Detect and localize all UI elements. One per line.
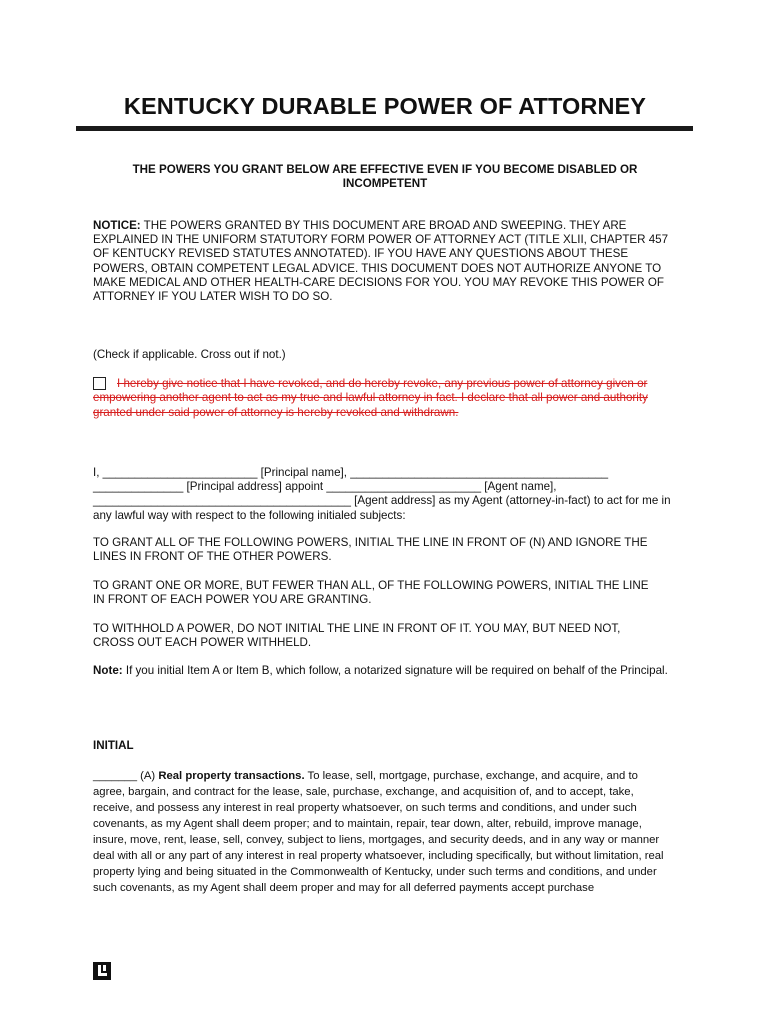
effective-banner: THE POWERS YOU GRANT BELOW ARE EFFECTIVE EVEN IF YOU BECOME DISABLED OR INCOMPETENT xyxy=(132,163,638,190)
item-a-paragraph xyxy=(93,768,668,896)
notice-label: NOTICE: xyxy=(93,219,141,232)
note-label: Note: xyxy=(93,664,123,677)
grant-all-instruction: TO GRANT ALL OF THE FOLLOWING POWERS, INITIAL THE LINE IN FRONT OF (N) AND IGNORE THE LINES IN FRONT OF THE OTHER POWERS. xyxy=(93,536,648,564)
revocation-text: I hereby give notice that I have revoked, and do hereby revoke, any previous power of attorney given or empowering another agent to act as my true and lawful attorney in fact. I declare that all power and authority granted under said power of attorney is hereby revoked and withdrawn. xyxy=(93,377,648,419)
notice-paragraph xyxy=(93,219,673,304)
initial-heading: INITIAL xyxy=(93,739,134,752)
legal-templates-logo-icon xyxy=(93,962,111,980)
note-paragraph xyxy=(93,664,668,678)
item-a-initial-line: _______ (A) xyxy=(93,770,159,782)
item-a-title: Real property transactions. xyxy=(158,770,305,782)
appointment-paragraph: I, ________________________ [Principal name], ________________________________________ ______________ [Principal address] appoint ________________________ [Agent name], ________________________________________ [Agent address] as my Agent (attorney-in-fact) to act for me in any lawful way with respect to the following initialed subjects: xyxy=(93,466,671,522)
item-a-text: To lease, sell, mortgage, purchase, exchange, and acquire, and to agree, bargain, and contract for the lease, sale, purchase, exchange, and acquisition of, and to accept, take, receive, and possess any interest in real property whatsoever, on such terms and conditions, and under such covenants, as my Agent shall deem proper; and to maintain, repair, tear down, alter, rebuild, improve manage, insure, move, rent, lease, sell, convey, subject to liens, mortgages, and security deeds, and in any way or manner deal with all or any part of any interest in real property whatsoever, including specifically, but without limitation, real property lying and being situated in the Commonwealth of Kentucky, under such terms and conditions, and under such covenants, as my Agent shall deem proper and may for all deferred payments accept purchase xyxy=(93,770,664,894)
withhold-instruction: TO WITHHOLD A POWER, DO NOT INITIAL THE LINE IN FRONT OF IT. YOU MAY, BUT NEED NOT, CROSS OUT EACH POWER WITHHELD. xyxy=(93,622,621,650)
document-title: KENTUCKY DURABLE POWER OF ATTORNEY xyxy=(123,93,647,119)
grant-some-instruction: TO GRANT ONE OR MORE, BUT FEWER THAN ALL, OF THE FOLLOWING POWERS, INITIAL THE LINE IN FRONT OF EACH POWER YOU ARE GRANTING. xyxy=(93,579,649,607)
check-instruction: (Check if applicable. Cross out if not.) xyxy=(93,348,286,361)
notice-text: THE POWERS GRANTED BY THIS DOCUMENT ARE BROAD AND SWEEPING. THEY ARE EXPLAINED IN THE UNIFORM STATUTORY FORM POWER OF ATTORNEY ACT (TITLE XLII, CHAPTER 457 OF KENTUCKY REVISED STATUTES ANNOTATED). IF YOU HAVE ANY QUESTIONS ABOUT THESE POWERS, OBTAIN COMPETENT LEGAL ADVICE. THIS DOCUMENT DOES NOT AUTHORIZE ANYONE TO MAKE MEDICAL AND OTHER HEALTH-CARE DECISIONS FOR YOU. YOU MAY REVOKE THIS POWER OF ATTORNEY IF YOU LATER WISH TO DO SO. xyxy=(93,219,669,304)
note-text: If you initial Item A or Item B, which follow, a notarized signature will be required on behalf of the Principal. xyxy=(122,664,668,677)
title-rule xyxy=(76,126,693,131)
